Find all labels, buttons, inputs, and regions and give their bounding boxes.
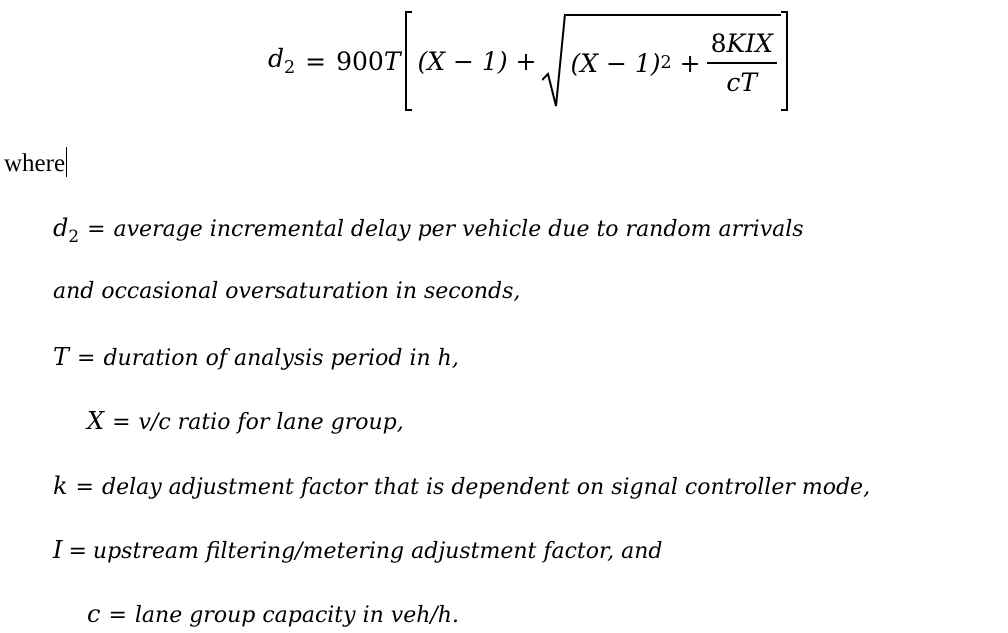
radicand-plus: + [679, 48, 701, 78]
right-bracket [781, 11, 788, 111]
definition-symbol: T [53, 343, 70, 371]
definition-symbol: k [53, 472, 68, 500]
definition-text: delay adjustment factor that is dependent on signal controller mode, [101, 475, 871, 500]
definition-text: v/c ratio for lane group, [138, 410, 404, 435]
definition-equals: = [75, 475, 94, 500]
left-bracket [405, 11, 412, 111]
text-cursor [66, 147, 67, 177]
definition-equals: = [77, 346, 96, 371]
definition-d2 [53, 214, 804, 246]
definition-text: lane group capacity in veh/h. [134, 603, 459, 628]
formula-equals: = [305, 46, 327, 76]
formula-coefficient: 900 [336, 46, 384, 76]
radicand-base: (X − 1) [570, 48, 661, 78]
fraction-numerator: 8KIX [710, 29, 773, 58]
definition-symbol: I [53, 536, 63, 564]
definition-symbol: X [87, 407, 105, 435]
definition-text: duration of analysis period in h, [103, 346, 459, 371]
definition-i [53, 536, 662, 564]
definition-x [87, 407, 404, 435]
definition-equals: = [87, 217, 106, 242]
definition-text: average incremental delay per vehicle due to random arrivals [113, 217, 804, 242]
definition-equals: = [112, 410, 131, 435]
delay-formula [268, 8, 788, 114]
definition-text: and occasional oversaturation in seconds, [53, 279, 521, 304]
formula-term1: (X − 1) + [417, 46, 537, 76]
fraction-denominator: cT [707, 62, 777, 95]
definition-equals: = [108, 603, 127, 628]
definition-text: upstream filtering/metering adjustment factor, and [92, 539, 663, 564]
formula-lhs: $d_2$ [268, 43, 296, 79]
radicand-exponent: 2 [660, 53, 672, 73]
formula-period-var: T [383, 46, 401, 76]
definition-symbol: c [87, 600, 101, 628]
definition-d2-continued [53, 279, 520, 304]
definition-symbol: $d_2$ [53, 214, 80, 246]
definition-t [53, 343, 459, 371]
definition-k [53, 472, 870, 500]
fraction [709, 31, 775, 95]
radicand [566, 14, 780, 110]
radical-sign-icon [542, 12, 566, 108]
definition-equals: = [68, 539, 87, 564]
where-label[interactable]: where [4, 147, 67, 178]
definition-c [87, 600, 459, 628]
square-root [542, 12, 780, 110]
